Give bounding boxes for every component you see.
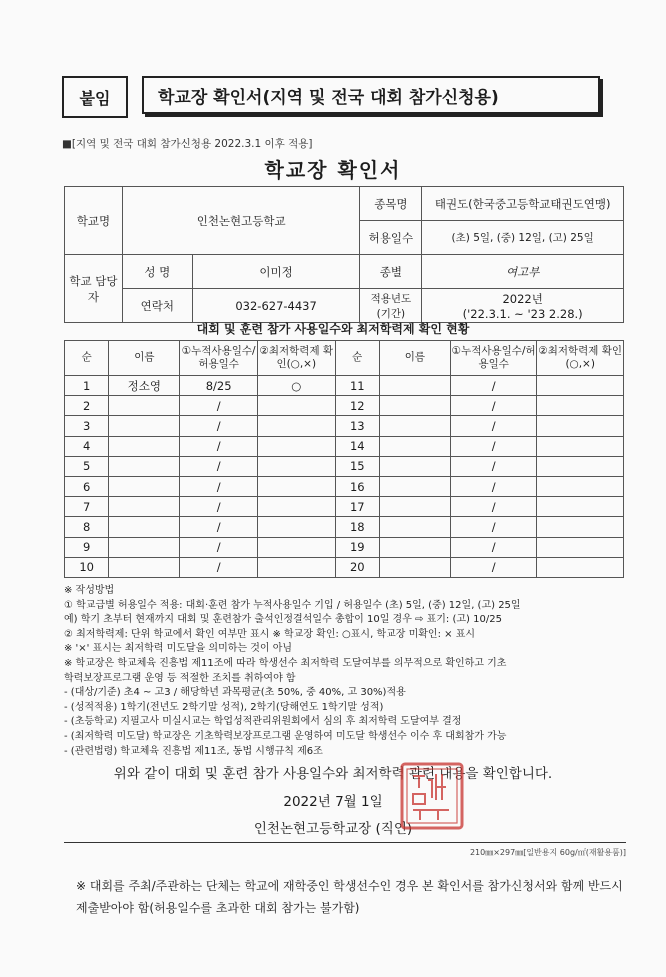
note-line: - (성적적용) 1학기(전년도 2학기말 성적), 2학기(당해연도 1학기말 성적) — [64, 701, 384, 713]
row-number: 13 — [335, 416, 379, 436]
divider-line — [64, 842, 626, 843]
row-days: / — [450, 476, 537, 496]
row-number: 11 — [335, 376, 379, 396]
row-name: 정소영 — [109, 376, 180, 396]
row-name — [379, 376, 450, 396]
note-line: ※ '×' 표시는 최저학력 미도달을 의미하는 것이 아님 — [64, 643, 293, 655]
row-check — [257, 537, 335, 557]
row-days: / — [180, 497, 258, 517]
row-check — [257, 436, 335, 456]
event-value: 태권도(한국중고등학교태권도연맹) — [422, 187, 624, 221]
note-line: ※ 작성방법 — [64, 585, 115, 596]
row-number: 17 — [335, 497, 379, 517]
row-name — [379, 557, 450, 577]
official-seal-stamp — [398, 760, 466, 832]
row-check — [257, 517, 335, 537]
note-line: - (대상/기준) 초4 ~ 고3 / 해당학년 과목평균(초 50%, 중 40%, 고 30%)적용 — [64, 687, 406, 699]
table-row — [65, 376, 624, 396]
note-line: ① 학교급별 허용일수 적용: 대회·훈련 참가 누적사용일수 기입 / 허용일수 (초) 5일, (중) 12일, (고) 25일 — [64, 599, 521, 611]
row-check — [257, 416, 335, 436]
row-name — [109, 456, 180, 476]
col-name-header: 이름 — [379, 341, 450, 376]
row-name — [109, 497, 180, 517]
row-check — [537, 537, 624, 557]
contact-value: 032-627-4437 — [192, 289, 360, 323]
row-number: 3 — [65, 416, 109, 436]
table-row — [65, 436, 624, 456]
row-days: / — [450, 517, 537, 537]
school-info-table — [64, 186, 624, 323]
row-number: 10 — [65, 557, 109, 577]
row-number: 9 — [65, 537, 109, 557]
row-check — [537, 416, 624, 436]
table-row — [65, 416, 624, 436]
row-days: / — [180, 517, 258, 537]
row-name — [379, 436, 450, 456]
row-number: 19 — [335, 537, 379, 557]
contact-label: 연락처 — [122, 289, 192, 323]
row-number: 12 — [335, 396, 379, 416]
row-days: / — [180, 436, 258, 456]
header-frame — [62, 76, 604, 120]
row-name — [109, 396, 180, 416]
period-value: ('22.3.1. ~ '23 2.28.) — [462, 306, 583, 321]
row-check — [537, 436, 624, 456]
category-label: 종별 — [360, 255, 422, 289]
category-value: 여고부 — [422, 255, 624, 289]
row-check — [537, 557, 624, 577]
note-line: ② 최저학력제: 단위 학교에서 확인 여부만 표시 ※ 학교장 확인: ○표시, 학교장 미확인: × 표시 — [64, 628, 476, 640]
confirmation-statement: 위와 같이 대회 및 훈련 참가 사용일수와 최저학력 관련 내용을 확인합니다. — [113, 766, 553, 782]
row-number: 16 — [335, 476, 379, 496]
row-name — [109, 436, 180, 456]
row-days: / — [180, 537, 258, 557]
row-check — [537, 497, 624, 517]
note-line: 예) 학기 초부터 현재까지 대회 및 훈련참가 출석인정결석일수 총합이 10일 경우 ⇨ 표기: (고) 10/25 — [64, 614, 502, 626]
table-row — [65, 456, 624, 476]
row-days: / — [180, 456, 258, 476]
row-check — [537, 376, 624, 396]
table-row — [65, 517, 624, 537]
header-title: 학교장 확인서(지역 및 전국 대회 참가신청용) — [142, 76, 600, 114]
row-number: 15 — [335, 456, 379, 476]
table-row — [65, 557, 624, 577]
principal-signature: 인천논현고등학교장 (직인) — [253, 821, 413, 837]
row-days: / — [180, 396, 258, 416]
row-days: / — [450, 396, 537, 416]
table-row — [65, 537, 624, 557]
document-title: 학교장 확인서 — [264, 158, 402, 182]
row-days: / — [450, 537, 537, 557]
staff-name-value: 이미정 — [192, 255, 360, 289]
row-days: / — [180, 476, 258, 496]
table-row — [65, 396, 624, 416]
table-row — [65, 476, 624, 496]
col-check-header: ②최저학력제 확인(○,×) — [257, 341, 335, 376]
row-number: 20 — [335, 557, 379, 577]
note-line: ※ 학교장은 학교체육 진흥법 제11조에 따라 학생선수 최저학력 도달여부를 의무적으로 확인하고 기초 — [64, 657, 507, 669]
row-days: / — [180, 557, 258, 577]
row-name — [379, 396, 450, 416]
applicability-note: ■[지역 및 전국 대회 참가신청용 2022.3.1 이후 적용] — [62, 138, 313, 150]
row-check — [257, 396, 335, 416]
row-number: 7 — [65, 497, 109, 517]
row-number: 1 — [65, 376, 109, 396]
paper-spec: 210㎜×297㎜[일반용지 60g/㎡(재활용품)] — [469, 848, 626, 857]
table-row — [65, 497, 624, 517]
row-days: / — [450, 376, 537, 396]
col-days-header: ①누적사용일수/허용일수 — [180, 341, 258, 376]
row-days: / — [450, 436, 537, 456]
row-number: 18 — [335, 517, 379, 537]
row-check — [257, 497, 335, 517]
col-days-header: ①누적사용일수/허용일수 — [450, 341, 537, 376]
note-line: - (최저학력 미도달) 학교장은 기초학력보장프로그램 운영하여 미도달 학생선수 이수 후 대회참가 가능 — [64, 730, 507, 742]
row-name — [379, 476, 450, 496]
row-days: / — [450, 557, 537, 577]
row-days: 8/25 — [180, 376, 258, 396]
school-name-value: 인천논현고등학교 — [122, 187, 360, 255]
row-name — [379, 537, 450, 557]
row-number: 4 — [65, 436, 109, 456]
event-label: 종목명 — [360, 187, 422, 221]
staff-name-label: 성 명 — [122, 255, 192, 289]
section-title: 대회 및 훈련 참가 사용일수와 최저학력제 확인 현황 — [196, 322, 470, 336]
year-label: 적용년도 (기간) — [360, 289, 422, 323]
row-check — [537, 517, 624, 537]
row-name — [109, 517, 180, 537]
footer-note: ※ 대회를 주최/주관하는 단체는 학교에 재학중인 학생선수인 경우 본 확인서를 참가신청서와 함께 반드시 제출받아야 함(허용일수를 초과한 대회 참가는 불가함) — [76, 879, 623, 915]
row-name — [109, 476, 180, 496]
col-no-header: 순 — [65, 341, 109, 376]
note-line: 학력보장프로그램 운영 등 적절한 조치를 취하여야 함 — [64, 672, 296, 684]
row-number: 5 — [65, 456, 109, 476]
col-check-header: ②최저학력제 확인(○,×) — [537, 341, 624, 376]
attachment-tag: 붙임 — [62, 76, 128, 118]
year-cell — [422, 289, 624, 323]
row-number: 8 — [65, 517, 109, 537]
row-name — [379, 497, 450, 517]
row-check — [537, 456, 624, 476]
row-name — [379, 517, 450, 537]
row-name — [379, 416, 450, 436]
staff-label: 학교 담당자 — [65, 255, 123, 323]
year-value: 2022년 — [502, 291, 543, 306]
row-days: / — [450, 456, 537, 476]
row-check — [257, 557, 335, 577]
row-check: ○ — [257, 376, 335, 396]
row-name — [109, 557, 180, 577]
row-check — [537, 476, 624, 496]
row-days: / — [180, 416, 258, 436]
participation-grid — [64, 340, 624, 578]
instructions-notes — [64, 584, 634, 759]
row-name — [109, 537, 180, 557]
row-days: / — [450, 497, 537, 517]
signature-date: 2022년 7월 1일 — [283, 794, 383, 810]
note-line: - (초등학교) 지필고사 미실시교는 학업성적관리위원회에서 심의 후 최저학력 도달여부 결정 — [64, 716, 462, 728]
school-name-label: 학교명 — [65, 187, 123, 255]
allowed-days-value: (초) 5일, (중) 12일, (고) 25일 — [422, 221, 624, 255]
col-name-header: 이름 — [109, 341, 180, 376]
row-name — [109, 416, 180, 436]
grid-header-row — [65, 341, 624, 376]
row-days: / — [450, 416, 537, 436]
row-number: 6 — [65, 476, 109, 496]
note-line: - (관련법령) 학교체육 진흥법 제11조, 동법 시행규칙 제6조 — [64, 745, 323, 757]
row-check — [257, 476, 335, 496]
col-no-header: 순 — [335, 341, 379, 376]
row-name — [379, 456, 450, 476]
row-number: 14 — [335, 436, 379, 456]
allowed-days-label: 허용일수 — [360, 221, 422, 255]
row-check — [257, 456, 335, 476]
row-number: 2 — [65, 396, 109, 416]
row-check — [537, 396, 624, 416]
